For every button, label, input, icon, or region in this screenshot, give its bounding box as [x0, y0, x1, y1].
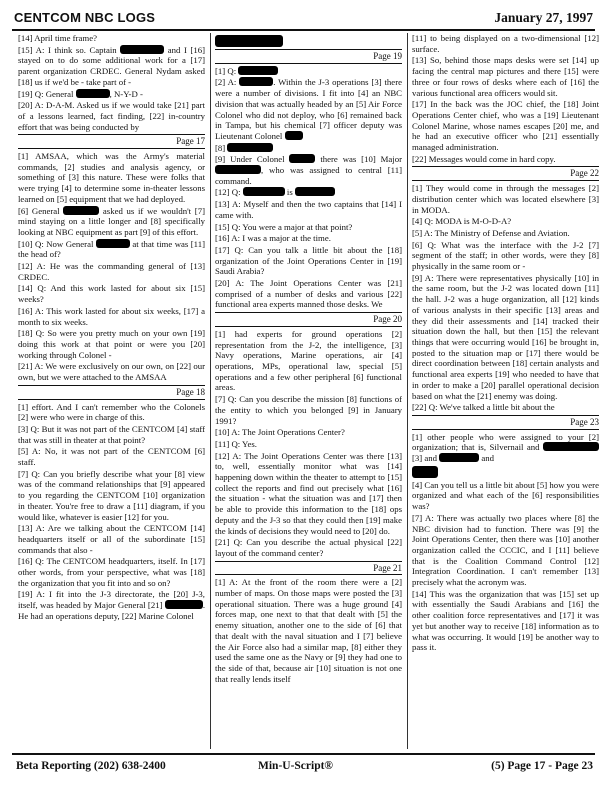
paragraph — [18, 89, 205, 100]
paragraph: [10] A: The Joint Operations Center? — [215, 427, 345, 438]
redaction-block — [215, 165, 261, 174]
redaction-block — [238, 66, 278, 75]
text-span: [1] other people who were assigned to your [2] organization; that is, Silvernail and — [412, 431, 599, 453]
paragraph — [215, 143, 402, 154]
paragraph: [11] Q: Yes. — [215, 438, 257, 449]
paragraph — [215, 154, 402, 186]
text-span: [10] Q: Now General — [18, 238, 94, 249]
page-marker: Page 22 — [412, 166, 599, 181]
footer-page-range: (5) Page 17 - Page 23 — [491, 760, 593, 772]
redaction-block — [239, 77, 273, 86]
paragraph: [3] Q: But it was not part of the CENTCOM [4] staff that was still in theater at that point? — [18, 423, 205, 445]
redaction-block — [165, 600, 203, 609]
column-2 — [215, 33, 402, 749]
column-1 — [18, 33, 205, 749]
redaction-block — [243, 187, 285, 196]
paragraph: [5] A: No, it was not part of the CENTCOM [6] staff. — [18, 446, 205, 468]
page-marker: Page 19 — [215, 49, 402, 64]
paragraph: [5] A: The Ministry of Defense and Aviation. — [412, 227, 570, 238]
text-span: [15] A: I think so. Captain — [18, 44, 117, 55]
paragraph — [215, 187, 402, 198]
text-span: [3] and — [412, 453, 438, 464]
page-marker: Page 17 — [18, 134, 205, 149]
paragraph: [22] Messages would come in hard copy. — [412, 153, 556, 164]
text-span: . Within the J-3 operations [3] there were a number of divisions. I fit into [4] an NBC division that was actually headed by an [5] Air Force Colonel who did not deploy, who [6] remained back in Tampa, but his chemical [7] officer deputy was Lieutenant Colonel — [215, 77, 402, 141]
footer-rule — [12, 753, 595, 755]
redaction-block — [120, 45, 164, 54]
paragraph: [21] A: We were exclusively on our own, on [22] our own, but we were attached to the AMSAA — [18, 361, 205, 383]
redaction-block — [227, 143, 273, 152]
redaction-block — [543, 442, 599, 451]
paragraph: [11] to being displayed on a two-dimensional [12] surface. — [412, 33, 599, 54]
column-3 — [412, 33, 599, 749]
redaction-block — [96, 239, 130, 248]
text-span: , who was assigned to central [11] command. — [215, 165, 402, 186]
redaction-block — [295, 187, 335, 196]
paragraph: [18] Q: So were you pretty much on your own [19] doing this work at that point or were you [20] working through Colonel - — [18, 328, 205, 360]
paragraph — [215, 66, 402, 77]
text-span: and — [481, 453, 495, 464]
text-span: there was [10] Major — [320, 154, 402, 165]
page-marker: Page 18 — [18, 385, 205, 400]
paragraph: [15] Q: You were a major at that point? — [215, 221, 353, 232]
text-span: [19] A: I fit into the J-3 directorate, the [20] J-3, itself, was headed by Major General — [18, 589, 205, 611]
paragraph: [14] Q: And this work lasted for about six [15] weeks? — [18, 283, 205, 305]
text-span: asked us if we wouldn't [7] mind staying on a little longer and [8] specifically looking at NBC equipment as part [9] of this effort. — [18, 205, 205, 237]
paragraph: [17] In the back was the JOC chief, the [18] Joint Operations Center chief, who was a [19] Lieutenant Colonel Marine, whose names escapes [20] me, and he had an executive officer who [21] essentially managed administration. — [412, 99, 599, 153]
redaction-block — [215, 35, 283, 47]
paragraph: [14] This was the organization that was [15] set up with essentially the Saudi Arabians and [16] the other coalition force representatives and [17] it was yet but another way to receive [18] information as to what was occurring. It would [19] be another way to pass it. — [412, 588, 599, 653]
paragraph: [1] They would come in through the messages [2] distribution center which was located elsewhere [3] in MODA. — [412, 183, 599, 215]
redaction-block — [76, 89, 110, 98]
paragraph: [7] Q: Can you briefly describe what your [8] view was of the command relationships that [9] appeared to you regarding the CENTCOM [10] organization in theater. You're free to draw a [11] diagram, if you would like, whatever is easier [12] for you. — [18, 468, 205, 522]
paragraph: [12] A: The Joint Operations Center was there [13] to, well, essentially monitor what was [14] happening down within the theater to attempt to [15] collect the reports and find out precisely what [16] the situation - what the situation was and [17] then be able to provide this information to the [18] ops deputy and the J-3 so that they could then [19] make the kinds of decisions they would need to [20] do. — [215, 450, 402, 536]
paragraph: [16] A: This work lasted for about six weeks, [17] a month to six weeks. — [18, 305, 205, 327]
header-date: January 27, 1997 — [494, 10, 593, 25]
paragraph: [17] Q: Can you talk a little bit about the [18] organization of the Joint Operations Center in [19] Saudi Arabia? — [215, 244, 402, 277]
page-marker: Page 23 — [412, 415, 599, 430]
paragraph — [18, 206, 205, 238]
footer-brand: Min-U-Script® — [258, 760, 334, 772]
header-title: CENTCOM NBC LOGS — [14, 10, 156, 25]
paragraph: [12] A: He was the commanding general of [13] CRDEC. — [18, 261, 205, 282]
redaction-block — [285, 131, 303, 140]
text-span: [9] Under Colonel — [215, 154, 285, 165]
text-span: [2] A: — [215, 77, 237, 88]
paragraph: [13] A: Myself and then the two captains that [14] I came with. — [215, 199, 402, 220]
text-span: [6] General — [18, 205, 60, 216]
text-span: [12] Q: — [215, 187, 241, 198]
text-span: is — [286, 187, 293, 198]
paragraph — [18, 45, 205, 88]
text-span: [19] Q: General — [18, 88, 74, 99]
paragraph: [22] Q: We've talked a little bit about the — [412, 402, 555, 413]
paragraph: [1] A: At the front of the room there were a [2] number of maps. On those maps were posted the [3] operational situation. There was a huge ground [4] forces map, one next to that that dealt with [5] the enemy situation, another one to the side of [6] that that dealt with the naval situation and I [7] believe the Air Force also had a similar map, [8] either they used the same one as the Navy or [9] they had one to the side of that, because air [10] situation is not one that really lends itself — [215, 577, 402, 684]
header-rule — [12, 29, 595, 31]
paragraph — [215, 77, 402, 141]
paragraph: [4] Q: MODA is M-O-D-A? — [412, 216, 512, 227]
paragraph: [13] A: Are we talking about the CENTCOM [14] headquarters itself or all of the subordinate [15] commands that also - — [18, 523, 205, 555]
paragraph: [7] A: There was actually two places where [8] the NBC division had to function. There was [9] the Joint Operations Center, then there was [10] another organization called the CCCIC, and I [11] believe that is the Coalition Command Control [12] Integration Coordination. I can't remember [13] precisely what the acronym was. — [412, 512, 599, 588]
text-span: [8] — [215, 142, 226, 153]
paragraph — [18, 239, 205, 260]
paragraph: [16] A: I was a major at the time. — [215, 233, 331, 244]
paragraph: [20] A: D-A-M. Asked us if we would take [21] part of a lessons learned, fact finding, [22] in-country effort that was being conducted by — [18, 100, 205, 132]
text-span: [21] — [147, 600, 163, 611]
redaction-block — [439, 453, 479, 462]
paragraph — [18, 589, 205, 621]
redaction-block — [412, 466, 438, 478]
paragraph: [13] So, behind those maps desks were set [14] up facing the central map pictures and there [15] were three or four rows of desks where each of [16] the various functional area officers would sit. — [412, 55, 599, 98]
column-divider-2 — [407, 33, 408, 749]
text-line: [14] April time frame? — [18, 33, 97, 43]
paragraph: [9] A: There were representatives physically [10] in the same room, but the J-2 was located down [11] the hall. J-2 was a huge organization, all [12] kinds of various analysts in their specific [13] areas and they did their assessments and [14] tracked their situation down the hall, but then [15] the relevant things that were occurring would [16] be brought in, posted to the situation map or [17] there would be direct coordination between [18] certain analysts and functional area experts [19] who needed to have that in order to make a [20] parallel operational decision based on what the [21] enemy was doing. — [412, 272, 599, 401]
paragraph: [7] Q: Can you describe the mission [8] functions of the entity to which you belonged [9] in January 1991? — [215, 394, 402, 426]
paragraph: [6] Q: What was the interface with the J-2 [7] segment of the staff; in other words, were they [8] physically in the same room or - — [412, 239, 599, 272]
page-marker: Page 21 — [215, 561, 402, 576]
paragraph — [412, 432, 599, 464]
page-marker: Page 20 — [215, 312, 402, 327]
column-divider-1 — [210, 33, 211, 749]
redaction-block — [289, 154, 315, 163]
paragraph: [1] had experts for ground operations [2] representation from the J-2, the intelligence, [3] Navy operations, Marine operations, air [4] operations, MPs, operational law, special [5] operations and a few other peripheral [6] functional areas. — [215, 328, 402, 393]
paragraph: [1] AMSAA, which was the Army's material commands, [2] studies and analysis agency, or something of [3] this nature. These were folks that were trying [4] to determine some in-theater lessons learned on [5] equipment that we had deployed. — [18, 151, 205, 204]
paragraph: [16] Q: The CENTCOM headquarters, itself. In [17] other words, from your perspective, what was [18] the organization that you fit into and so on? — [18, 556, 205, 588]
text-span: at that time was [11] the head of? — [18, 238, 205, 260]
redaction-block — [63, 206, 99, 215]
text-span: and I [16] stayed on to do some additional work for a [17] parent organization CRDEC. General Nydam asked [18] us if we'd be - take part of - — [18, 44, 205, 87]
text-span: . He had an operations deputy, [22] Marine Colonel — [18, 600, 205, 621]
text-span: , N-Y-D - — [109, 88, 143, 99]
paragraph: [20] A: The Joint Operations Center was [21] comprised of a number of desks and various [22] functional area experts manned those desks. We — [215, 278, 402, 310]
paragraph: [1] effort. And I can't remember who the Colonels [2] were who were in charge of this. — [18, 401, 205, 423]
paragraph: [21] Q: Can you describe the actual physical [22] layout of the command center? — [215, 537, 402, 558]
text-span: [1] Q: — [215, 65, 237, 76]
paragraph: [4] Can you tell us a little bit about [5] how you were organized and what each of the [6] responsibilities was? — [412, 479, 599, 512]
footer-reporter: Beta Reporting (202) 638-2400 — [16, 760, 166, 772]
